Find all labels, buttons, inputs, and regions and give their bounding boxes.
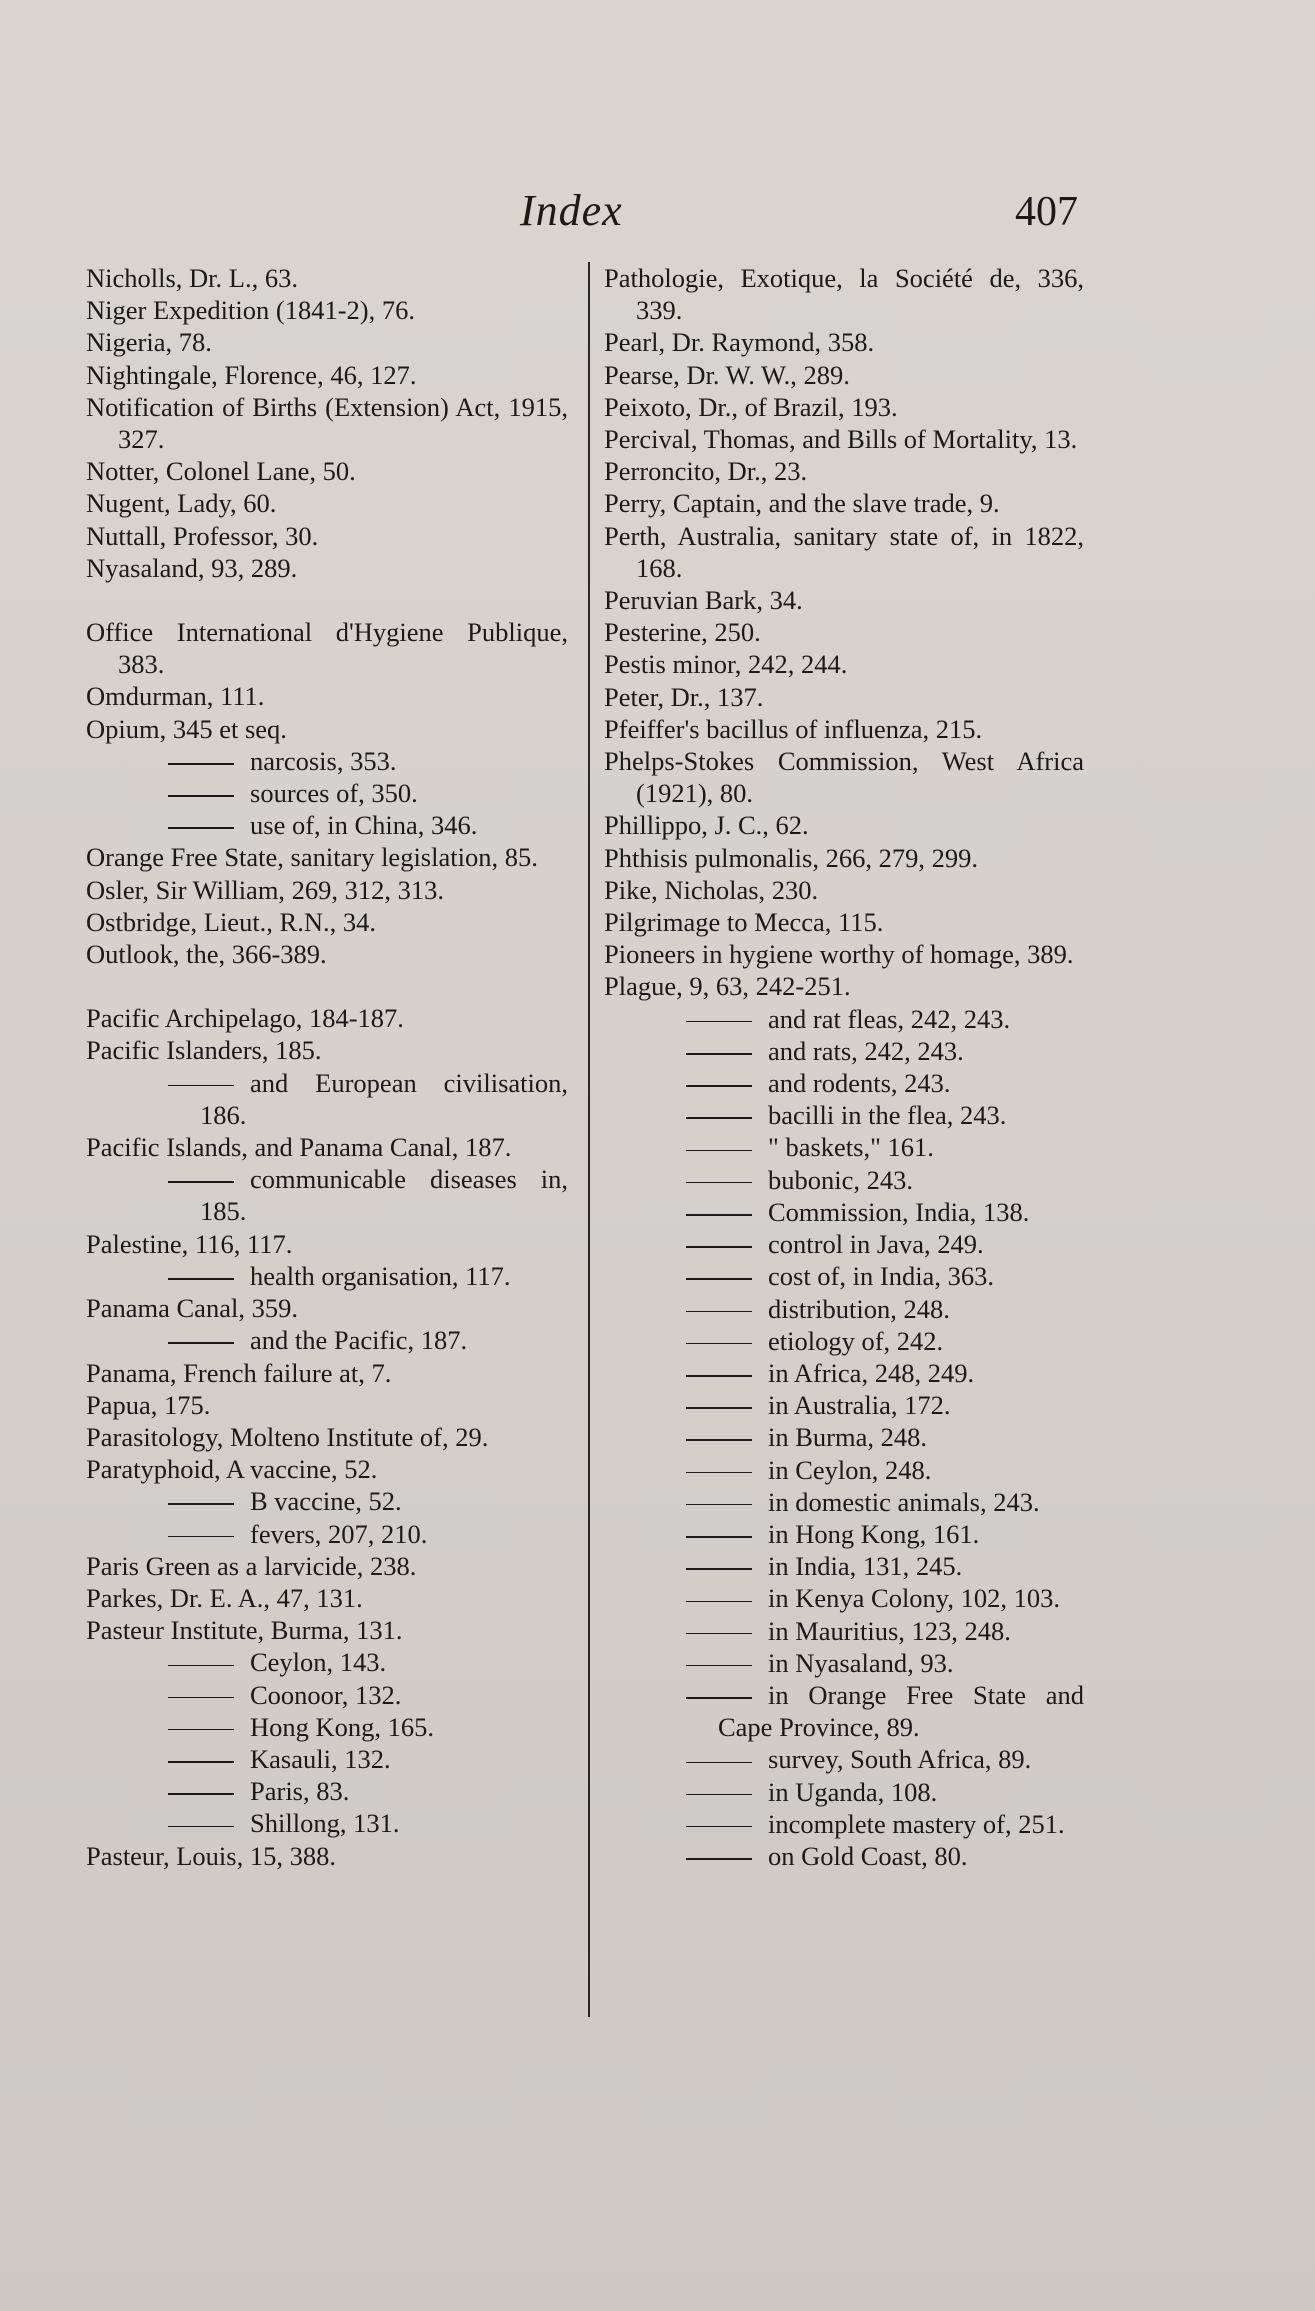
index-subentry xyxy=(86,809,568,841)
ditto-dash xyxy=(686,1343,752,1345)
ditto-dash xyxy=(686,1311,752,1313)
index-column-left xyxy=(86,262,568,1872)
entry-text: sources of, 350. xyxy=(250,778,418,809)
section-gap xyxy=(86,970,568,1002)
page-number: 407 xyxy=(1015,189,1078,235)
entry-text: survey, South Africa, 89. xyxy=(768,1744,1032,1775)
ditto-dash xyxy=(168,1085,234,1087)
ditto-dash xyxy=(168,1278,234,1280)
index-subentry xyxy=(604,1550,1084,1582)
entry-text: Pacific Archipelago, 184-187. xyxy=(86,1003,404,1034)
entry-text: Nuttall, Professor, 30. xyxy=(86,520,319,551)
index-subentry xyxy=(604,1679,1084,1743)
entry-text: Ostbridge, Lieut., R.N., 34. xyxy=(86,906,376,937)
index-entry xyxy=(604,938,1084,970)
entry-text: Pasteur, Louis, 15, 388. xyxy=(86,1840,336,1871)
ditto-dash xyxy=(686,1246,752,1248)
index-entry xyxy=(86,938,568,970)
entry-text: Perroncito, Dr., 23. xyxy=(604,456,808,487)
page-title: Index xyxy=(520,186,623,235)
entry-text: Omdurman, 111. xyxy=(86,681,265,712)
entry-text: Paris, 83. xyxy=(250,1776,350,1807)
index-subentry xyxy=(86,1679,568,1711)
entry-text: Parkes, Dr. E. A., 47, 131. xyxy=(86,1582,363,1613)
section-gap xyxy=(86,584,568,616)
index-subentry xyxy=(86,777,568,809)
ditto-dash xyxy=(168,1761,234,1763)
entry-text: Panama Canal, 359. xyxy=(86,1293,298,1324)
entry-text: Papua, 175. xyxy=(86,1389,211,1420)
entry-text: control in Java, 249. xyxy=(768,1229,984,1260)
index-entry xyxy=(86,520,568,552)
index-entry xyxy=(86,552,568,584)
entry-text: bubonic, 243. xyxy=(768,1164,913,1195)
entry-text: cost of, in India, 363. xyxy=(768,1261,994,1292)
index-subentry xyxy=(604,1196,1084,1228)
index-entry xyxy=(86,1840,568,1872)
entry-text: Perth, Australia, sanitary state of, in 1822, 168. xyxy=(604,520,1084,583)
ditto-dash xyxy=(686,1085,752,1087)
index-entry xyxy=(604,520,1084,584)
entry-text: Parasitology, Molteno Institute of, 29. xyxy=(86,1421,489,1452)
ditto-dash xyxy=(686,1504,752,1506)
entry-text: Phthisis pulmonalis, 266, 279, 299. xyxy=(604,842,978,873)
index-subentry xyxy=(604,1003,1084,1035)
index-entry xyxy=(86,391,568,455)
entry-text: Pacific Islands, and Panama Canal, 187. xyxy=(86,1132,512,1163)
index-column-right xyxy=(604,262,1084,1872)
index-entry xyxy=(86,455,568,487)
index-entry xyxy=(86,680,568,712)
entry-text: Panama, French failure at, 7. xyxy=(86,1357,392,1388)
ditto-dash xyxy=(168,1697,234,1699)
entry-text: Outlook, the, 366-389. xyxy=(86,939,327,970)
index-subentry xyxy=(604,1389,1084,1421)
entry-text: Orange Free State, sanitary legislation, 85. xyxy=(86,842,538,873)
index-entry xyxy=(86,1228,568,1260)
index-subentry xyxy=(604,1518,1084,1550)
index-entry xyxy=(86,1453,568,1485)
entry-text: Coonoor, 132. xyxy=(250,1679,402,1710)
ditto-dash xyxy=(686,1214,752,1216)
index-subentry xyxy=(86,1518,568,1550)
column-divider xyxy=(588,262,590,2017)
entry-text: and rodents, 243. xyxy=(768,1068,951,1099)
ditto-dash xyxy=(686,1117,752,1119)
entry-text: in domestic animals, 243. xyxy=(768,1486,1040,1517)
index-subentry xyxy=(604,1131,1084,1163)
entry-text: in Burma, 248. xyxy=(768,1422,927,1453)
entry-text: Nugent, Lady, 60. xyxy=(86,488,277,519)
index-entry xyxy=(604,262,1084,326)
entry-text: Nightingale, Florence, 46, 127. xyxy=(86,359,417,390)
index-entry xyxy=(604,906,1084,938)
index-subentry xyxy=(604,1486,1084,1518)
entry-text: Notification of Births (Extension) Act, 1915, 327. xyxy=(86,391,568,455)
entry-text: Peter, Dr., 137. xyxy=(604,681,764,712)
index-entry xyxy=(86,1292,568,1324)
entry-text: Pioneers in hygiene worthy of homage, 389. xyxy=(604,939,1074,970)
ditto-dash xyxy=(168,1181,234,1183)
entry-text: and the Pacific, 187. xyxy=(250,1325,468,1356)
index-entry xyxy=(86,1389,568,1421)
index-subentry xyxy=(604,1421,1084,1453)
index-entry xyxy=(604,326,1084,358)
entry-text: Niger Expedition (1841-2), 76. xyxy=(86,295,415,326)
ditto-dash xyxy=(168,1503,234,1505)
ditto-dash xyxy=(686,1278,752,1280)
index-subentry xyxy=(86,1324,568,1356)
entry-text: Perry, Captain, and the slave trade, 9. xyxy=(604,488,1000,519)
entry-text: in Hong Kong, 161. xyxy=(768,1518,980,1549)
ditto-dash xyxy=(168,763,234,765)
entry-text: Pasteur Institute, Burma, 131. xyxy=(86,1615,403,1646)
entry-text: in India, 131, 245. xyxy=(768,1551,963,1582)
ditto-dash xyxy=(686,1601,752,1603)
entry-text: bacilli in the flea, 243. xyxy=(768,1100,1007,1131)
index-entry xyxy=(86,841,568,873)
ditto-dash xyxy=(686,1439,752,1441)
index-entry xyxy=(604,970,1084,1002)
index-entry xyxy=(604,874,1084,906)
index-subentry xyxy=(604,1035,1084,1067)
entry-text: Office International d'Hygiene Publique, 383. xyxy=(86,617,568,680)
entry-text: Peixoto, Dr., of Brazil, 193. xyxy=(604,391,898,422)
index-entry xyxy=(86,1550,568,1582)
index-subentry xyxy=(86,1743,568,1775)
entry-text: use of, in China, 346. xyxy=(250,810,478,841)
ditto-dash xyxy=(686,1697,752,1699)
index-entry xyxy=(86,906,568,938)
entry-text: Percival, Thomas, and Bills of Mortality, 13. xyxy=(604,424,1078,455)
index-entry xyxy=(604,842,1084,874)
index-subentry xyxy=(86,1807,568,1839)
ditto-dash xyxy=(686,1633,752,1635)
index-subentry xyxy=(604,1228,1084,1260)
entry-text: in Nyasaland, 93. xyxy=(768,1647,954,1678)
ditto-dash xyxy=(168,1793,234,1795)
index-entry xyxy=(86,326,568,358)
index-subentry xyxy=(604,1067,1084,1099)
index-entry xyxy=(86,874,568,906)
index-entry xyxy=(86,359,568,391)
entry-text: Pesterine, 250. xyxy=(604,617,761,648)
index-subentry xyxy=(604,1164,1084,1196)
entry-text: Pearse, Dr. W. W., 289. xyxy=(604,359,850,390)
index-entry xyxy=(604,713,1084,745)
entry-text: etiology of, 242. xyxy=(768,1325,944,1356)
entry-text: narcosis, 353. xyxy=(250,745,397,776)
index-subentry xyxy=(604,1615,1084,1647)
index-entry xyxy=(86,1002,568,1034)
ditto-dash xyxy=(686,1536,752,1538)
ditto-dash xyxy=(168,827,234,829)
ditto-dash xyxy=(686,1826,752,1828)
index-subentry xyxy=(604,1776,1084,1808)
entry-text: Pestis minor, 242, 244. xyxy=(604,649,848,680)
index-entry xyxy=(86,262,568,294)
index-entry xyxy=(86,294,568,326)
entry-text: Nyasaland, 93, 289. xyxy=(86,552,298,583)
entry-text: distribution, 248. xyxy=(768,1293,950,1324)
ditto-dash xyxy=(686,1472,752,1474)
entry-text: Phelps-Stokes Commission, West Africa (1921), 80. xyxy=(604,746,1084,809)
index-subentry xyxy=(86,1260,568,1292)
index-entry xyxy=(604,455,1084,487)
entry-text: and rat fleas, 242, 243. xyxy=(768,1003,1011,1034)
index-entry xyxy=(604,423,1084,455)
ditto-dash xyxy=(168,1536,234,1538)
entry-text: health organisation, 117. xyxy=(250,1260,511,1291)
index-entry xyxy=(604,584,1084,616)
entry-text: Peruvian Bark, 34. xyxy=(604,585,803,616)
entry-text: Kasauli, 132. xyxy=(250,1743,391,1774)
entry-text: and European civilisation, 186. xyxy=(200,1067,568,1130)
index-entry xyxy=(604,745,1084,809)
entry-text: in Australia, 172. xyxy=(768,1390,951,1421)
index-subentry xyxy=(86,1711,568,1743)
index-subentry xyxy=(604,1293,1084,1325)
index-subentry xyxy=(86,1775,568,1807)
ditto-dash xyxy=(686,1568,752,1570)
index-entry xyxy=(604,648,1084,680)
index-subentry xyxy=(86,1067,568,1131)
index-subentry xyxy=(604,1454,1084,1486)
ditto-dash xyxy=(168,1729,234,1731)
entry-text: Pathologie, Exotique, la Société de, 336, 339. xyxy=(604,263,1084,326)
entry-text: in Uganda, 108. xyxy=(768,1776,938,1807)
ditto-dash xyxy=(686,1150,752,1152)
entry-text: Palestine, 116, 117. xyxy=(86,1228,293,1259)
index-subentry xyxy=(604,1582,1084,1614)
ditto-dash xyxy=(168,1342,234,1344)
entry-text: Paratyphoid, A vaccine, 52. xyxy=(86,1454,378,1485)
index-subentry xyxy=(86,1485,568,1517)
index-subentry xyxy=(604,1357,1084,1389)
entry-text: in Kenya Colony, 102, 103. xyxy=(768,1583,1060,1614)
entry-text: Paris Green as a larvicide, 238. xyxy=(86,1550,417,1581)
index-entry xyxy=(86,1034,568,1066)
index-entry xyxy=(86,1357,568,1389)
index-entry xyxy=(86,487,568,519)
entry-text: Pike, Nicholas, 230. xyxy=(604,874,819,905)
index-entry xyxy=(86,713,568,745)
entry-text: Osler, Sir William, 269, 312, 313. xyxy=(86,874,445,905)
entry-text: and rats, 242, 243. xyxy=(768,1035,964,1066)
entry-text: in Orange Free State and Cape Province, 89. xyxy=(718,1679,1084,1743)
entry-text: in Ceylon, 248. xyxy=(768,1454,932,1485)
entry-text: Pearl, Dr. Raymond, 358. xyxy=(604,327,875,358)
index-subentry xyxy=(604,1325,1084,1357)
entry-text: " baskets," 161. xyxy=(768,1132,934,1163)
ditto-dash xyxy=(686,1375,752,1377)
index-entry xyxy=(86,1131,568,1163)
index-subentry xyxy=(604,1260,1084,1292)
index-subentry xyxy=(86,1646,568,1678)
entry-text: Ceylon, 143. xyxy=(250,1647,387,1678)
index-subentry xyxy=(604,1099,1084,1131)
index-entry xyxy=(86,1421,568,1453)
ditto-dash xyxy=(686,1858,752,1860)
entry-text: Hong Kong, 165. xyxy=(250,1711,435,1742)
index-entry xyxy=(604,359,1084,391)
entry-text: on Gold Coast, 80. xyxy=(768,1840,968,1871)
ditto-dash xyxy=(168,795,234,797)
ditto-dash xyxy=(168,1826,234,1828)
entry-text: Pacific Islanders, 185. xyxy=(86,1035,322,1066)
index-subentry xyxy=(86,1163,568,1227)
ditto-dash xyxy=(686,1794,752,1796)
index-subentry xyxy=(604,1743,1084,1775)
index-subentry xyxy=(86,745,568,777)
entry-text: in Mauritius, 123, 248. xyxy=(768,1615,1011,1646)
ditto-dash xyxy=(686,1053,752,1055)
index-entry xyxy=(86,1582,568,1614)
entry-text: Nicholls, Dr. L., 63. xyxy=(86,263,298,293)
entry-text: incomplete mastery of, 251. xyxy=(768,1808,1065,1839)
entry-text: Commission, India, 138. xyxy=(768,1196,1030,1227)
index-subentry xyxy=(604,1808,1084,1840)
index-entry xyxy=(86,616,568,680)
entry-text: B vaccine, 52. xyxy=(250,1486,402,1517)
entry-text: Opium, 345 et seq. xyxy=(86,713,287,744)
ditto-dash xyxy=(686,1762,752,1764)
ditto-dash xyxy=(686,1182,752,1184)
entry-text: Pilgrimage to Mecca, 115. xyxy=(604,907,884,938)
index-entry xyxy=(604,487,1084,519)
index-entry xyxy=(604,391,1084,423)
entry-text: communicable diseases in, 185. xyxy=(200,1164,568,1227)
entry-text: Pfeiffer's bacillus of influenza, 215. xyxy=(604,713,983,744)
ditto-dash xyxy=(168,1665,234,1667)
index-subentry xyxy=(604,1647,1084,1679)
entry-text: Plague, 9, 63, 242-251. xyxy=(604,971,851,1002)
entry-text: fevers, 207, 210. xyxy=(250,1518,428,1549)
entry-text: Nigeria, 78. xyxy=(86,327,212,358)
index-entry xyxy=(604,809,1084,841)
index-entry xyxy=(604,681,1084,713)
entry-text: Shillong, 131. xyxy=(250,1808,400,1839)
index-entry xyxy=(604,616,1084,648)
entry-text: in Africa, 248, 249. xyxy=(768,1357,975,1388)
entry-text: Phillippo, J. C., 62. xyxy=(604,810,809,841)
index-subentry xyxy=(604,1840,1084,1872)
ditto-dash xyxy=(686,1665,752,1667)
index-entry xyxy=(86,1614,568,1646)
entry-text: Notter, Colonel Lane, 50. xyxy=(86,456,356,487)
ditto-dash xyxy=(686,1021,752,1023)
ditto-dash xyxy=(686,1407,752,1409)
